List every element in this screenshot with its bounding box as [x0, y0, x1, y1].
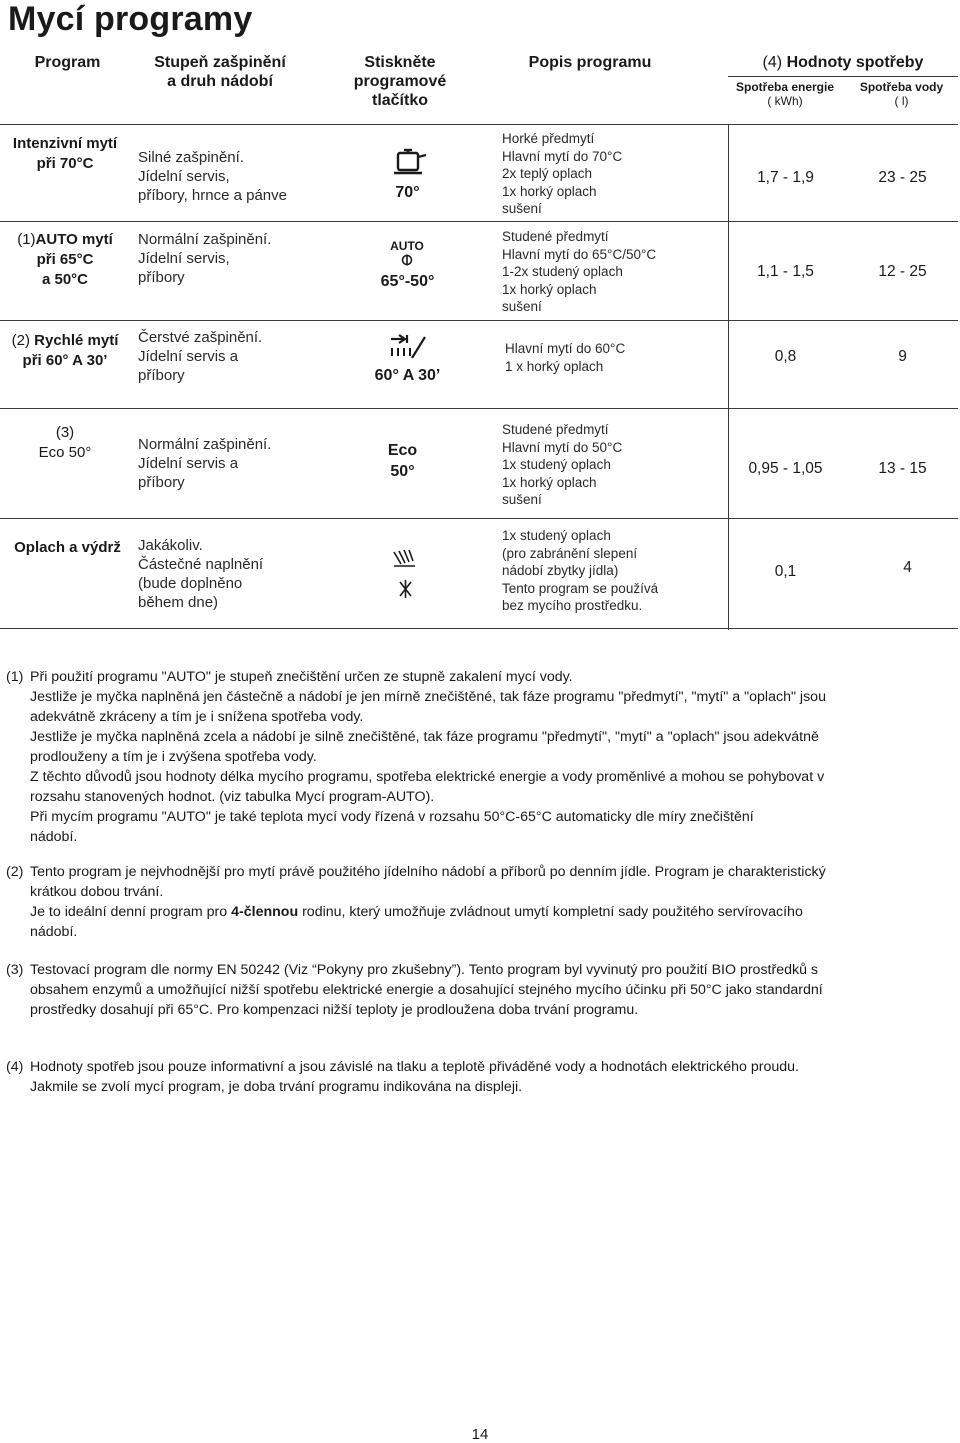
row-description-line: Hlavní mytí do 50°C [502, 439, 623, 455]
table-column-divider [728, 124, 729, 630]
row-program-line: Intenzivní mytí [12, 135, 118, 152]
row-description [502, 228, 656, 316]
quick-wash-icon [388, 334, 428, 360]
row-description-line: 1x studený oplach [502, 457, 611, 472]
footnote-text: rodinu, který umožňuje zvládnout umytí kompletní sady použitého servírovacího [298, 904, 803, 920]
row-program [0, 134, 130, 174]
row-program-line: Eco 50° [38, 444, 92, 461]
row-energy: 0,8 [774, 348, 797, 365]
footnote-line: Jestliže je myčka naplněná zcela a nádobí je silně znečištěné, tak fáze programu "předmytí", "mytí" a "oplach" jsou adekvátně [30, 729, 819, 745]
header-consumption-title: Hodnoty spotřeby [786, 54, 924, 71]
footnote-line: rozsahu stanovených hodnot. (viz tabulka Mycí program-AUTO). [30, 789, 435, 805]
row-description-line: Horké předmytí [502, 131, 595, 146]
row-button-label: 70° [395, 184, 420, 201]
row-ref: (3) [55, 424, 75, 441]
footnote-line: adekvátně zkráceny a tím je i snížena spotřeba vody. [30, 709, 364, 725]
row-soiling [138, 328, 262, 385]
footnote-line: prodlouženy a tím je i zvýšena spotřeba vody. [30, 749, 317, 765]
pot-icon [391, 146, 429, 176]
header-buttons [330, 53, 470, 110]
row-description-line: sušení [502, 201, 542, 216]
eco-icon: Eco 50° [387, 442, 418, 480]
row-program-line: Rychlé mytí [34, 332, 119, 349]
row-soiling-line: Jídelní servis a [138, 455, 239, 472]
row-ref: (1) [17, 231, 36, 248]
row-program [0, 423, 130, 463]
footnote-line: Testovací program dle normy EN 50242 (Viz “Pokyny pro zkušebny”). Tento program byl vyvinutý pro použití BIO prostředků s [30, 962, 819, 978]
row-button-label: 65°-50° [380, 273, 435, 290]
footnote-line: Hodnoty spotřeb jsou pouze informativní a jsou závislé na tlaku a teplotě přiváděné vody a hodnotách elektrického proudu. [30, 1059, 799, 1075]
row-soiling-line: příbory [138, 269, 185, 286]
header-buttons-line: Stiskněte [364, 54, 436, 71]
row-soiling-line: Čerstvé zašpinění. [138, 329, 263, 346]
footnote-line: prostředky dosahují při 65°C. Pro kompenzaci nižší teploty je prodloužena doba trvání programu. [30, 1002, 639, 1018]
row-description-line: 1x horký oplach [502, 474, 597, 490]
row-description-line: Hlavní mytí do 60°C [505, 341, 626, 356]
row-program: Oplach a výdrž [14, 539, 121, 556]
row-soiling-line: Částečné naplnění [138, 556, 264, 573]
footnote-line [30, 902, 950, 922]
footnote-line: Tento program je nejvhodnější pro mytí právě použitého jídelního nádobí a příborů po denním jídle. Program je charakteristický [30, 864, 826, 880]
row-description-line: nádobí zbytky jídla) [502, 563, 619, 578]
row-description-line: Hlavní mytí do 70°C [502, 148, 623, 164]
footnote-2 [6, 862, 950, 942]
footnote-line: nádobí. [30, 924, 78, 940]
row-soiling-line: Jídelní servis, [138, 168, 230, 185]
row-soiling-line: (bude doplněno [138, 575, 243, 592]
header-water-unit: ( l) [894, 94, 909, 108]
row-description-line: (pro zabránění slepení [502, 545, 638, 561]
header-buttons-line: tlačítko [371, 92, 428, 109]
header-buttons-line: programové [353, 73, 447, 90]
header-energy-unit: ( kWh) [767, 94, 803, 108]
row-description [502, 421, 622, 509]
row-description-line: sušení [502, 299, 542, 314]
footnote-emphasis: 4-člennou [231, 904, 299, 920]
header-energy [728, 80, 842, 108]
footnote-line: nádobí. [30, 829, 78, 845]
row-description-line: 1x studený oplach [502, 528, 611, 543]
header-consumption [728, 53, 958, 72]
row-description [502, 527, 658, 615]
row-description [502, 130, 622, 218]
row-water: 12 - 25 [878, 263, 927, 280]
row-description-line: 1-2x studený oplach [502, 264, 623, 279]
row-description-line: 2x teplý oplach [502, 166, 593, 181]
table-rule [0, 221, 958, 222]
footnote-label: (3) [6, 962, 24, 978]
row-description-line: 1 x horký oplach [505, 358, 604, 374]
page-title: Mycí programy [8, 0, 253, 38]
row-description-line: Tento program se používá [502, 580, 659, 596]
row-soiling-line: Normální zašpinění. [138, 436, 272, 453]
header-water-label: Spotřeba vody [859, 80, 944, 94]
header-soiling-line: a druh nádobí [167, 73, 273, 90]
footnote-line: Jakmile se zvolí mycí program, je doba trvání programu indikována na displeji. [30, 1079, 523, 1095]
row-water: 13 - 15 [878, 460, 927, 477]
row-energy: 0,1 [774, 563, 797, 580]
footnote-label: (2) [6, 864, 24, 880]
table-rule [0, 518, 958, 519]
row-program [0, 331, 130, 371]
row-description-line: 1x horký oplach [502, 183, 597, 199]
row-program-line: a 50°C [41, 271, 89, 288]
footnote-1 [6, 667, 950, 847]
row-energy: 0,95 - 1,05 [748, 460, 823, 477]
row-program [0, 230, 130, 290]
row-soiling-line: během dne) [138, 594, 219, 611]
auto-sensor-label: AUTO [390, 239, 424, 253]
table-rule [0, 320, 958, 321]
row-soiling-line: Normální zašpinění. [138, 231, 272, 248]
row-water: 9 [898, 348, 907, 365]
row-ref: (2) [11, 332, 30, 349]
footnote-line: obsahem enzymů a umožňující nižší spotřebu elektrické energie a dosahující stejného mycího účinku při 50°C jako standardní [30, 982, 823, 998]
row-description-line: sušení [502, 492, 542, 507]
page-number: 14 [471, 1426, 489, 1443]
row-description-line: Hlavní mytí do 65°C/50°C [502, 246, 657, 262]
row-soiling [138, 230, 271, 287]
row-energy: 1,7 - 1,9 [757, 169, 814, 186]
row-description-line: Studené předmytí [502, 422, 609, 437]
auto-sensor-icon [382, 240, 432, 266]
row-description [505, 340, 625, 375]
footnote-line: Jestliže je myčka naplněná jen částečně a nádobí je jen mírně znečištěné, tak fáze programu "předmytí", "mytí" a "oplach" jsou [30, 689, 826, 705]
table-rule [0, 628, 958, 629]
header-soiling [135, 53, 305, 91]
rinse-hold-icon [391, 548, 419, 602]
header-soiling-line: Stupeň zašpinění [154, 54, 286, 71]
row-program-line: při 65°C [36, 251, 94, 268]
footnote-line: Při použití programu "AUTO" je stupeň znečištění určen ze stupně zakalení mycí vody. [30, 669, 573, 685]
row-water: 23 - 25 [878, 169, 927, 186]
footnote-4 [6, 1057, 950, 1097]
row-soiling-line: příbory [138, 367, 185, 384]
row-soiling [138, 536, 263, 612]
row-soiling-line: Silné zašpinění. [138, 149, 244, 166]
footnote-line: Při mycím programu "AUTO" je také teplota mycí vody řízená v rozsahu 50°C-65°C automaticky dle míry znečištění [30, 809, 754, 825]
row-program-line: AUTO mytí [35, 231, 113, 248]
row-energy: 1,1 - 1,5 [757, 263, 814, 280]
header-program: Program [34, 54, 101, 71]
table-rule [0, 408, 958, 409]
row-water: 4 [903, 559, 912, 576]
header-consumption-ref: (4) [762, 54, 783, 71]
header-divider [728, 76, 958, 77]
row-soiling-line: Jídelní servis a [138, 348, 239, 365]
header-description: Popis programu [528, 54, 652, 71]
footnote-label: (4) [6, 1059, 24, 1075]
table-rule [0, 124, 958, 125]
row-soiling-line: Jakákoliv. [138, 537, 203, 554]
row-description-line: bez mycího prostředku. [502, 598, 643, 613]
footnote-3 [6, 960, 950, 1020]
row-soiling [138, 148, 287, 205]
row-description-line: 1x horký oplach [502, 281, 597, 297]
row-soiling-line: příbory [138, 474, 185, 491]
footnote-line: Z těchto důvodů jsou hodnoty délka mycího programu, spotřeba elektrické energie a vody proměnlivé a mohou se pohybovat v [30, 769, 825, 785]
footnote-line: krátkou dobou trvání. [30, 884, 164, 900]
footnote-label: (1) [6, 669, 24, 685]
row-soiling-line: Jídelní servis, [138, 250, 230, 267]
footnote-text: Je to ideální denní program pro [30, 904, 232, 920]
row-program-line: při 60° A 30’ [22, 352, 108, 369]
header-energy-label: Spotřeba energie [735, 80, 835, 94]
row-soiling-line: příbory, hrnce a pánve [138, 187, 287, 204]
header-water [845, 80, 958, 108]
row-button-label: 60° A 30’ [374, 367, 441, 384]
row-description-line: Studené předmytí [502, 229, 609, 244]
row-program-line: při 70°C [36, 155, 94, 172]
row-soiling [138, 435, 271, 492]
